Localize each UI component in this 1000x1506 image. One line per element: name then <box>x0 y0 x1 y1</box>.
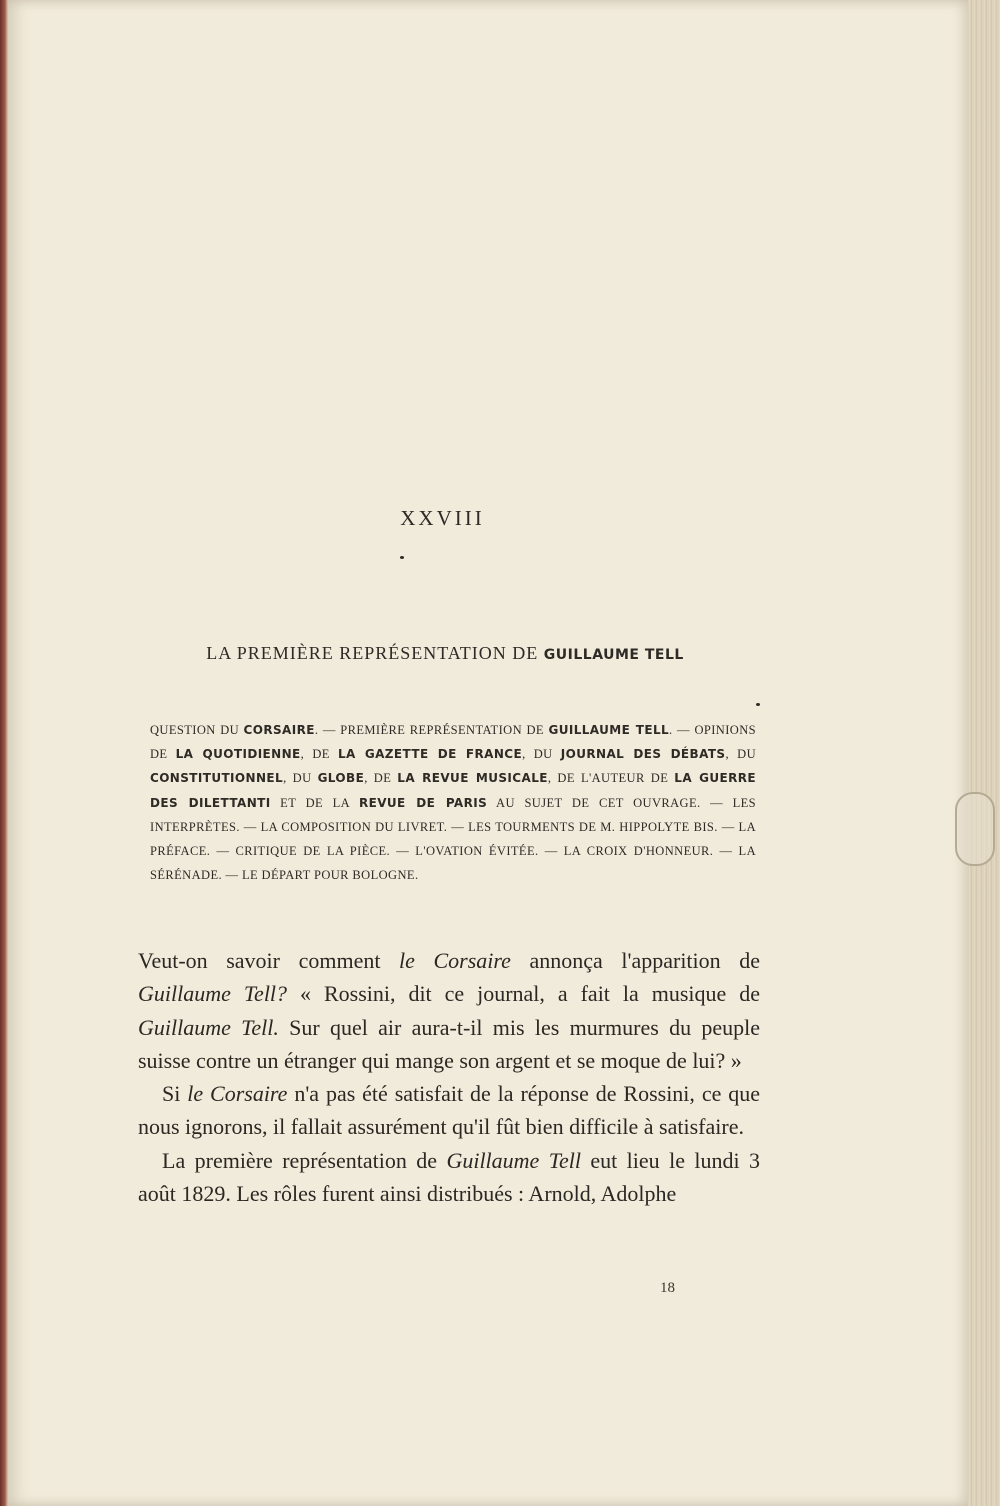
paragraph-text: annonça l'apparition de <box>510 948 760 973</box>
summary-text: , DU <box>522 747 561 762</box>
italic-title: Guillaume Tell <box>446 1147 581 1173</box>
summary-text: , DU <box>725 747 756 762</box>
italic-title: le Corsaire <box>187 1081 288 1107</box>
summary-work-title: LA REVUE MUSICALE <box>397 771 548 786</box>
summary-work-title: GLOBE <box>317 771 365 786</box>
italic-title: Guillaume Tell? <box>138 981 288 1007</box>
chapter-title-work: GUILLAUME TELL <box>543 647 684 663</box>
paragraph <box>138 944 760 1077</box>
chapter-title <box>0 643 890 664</box>
chapter-title-prefix: LA PREMIÈRE REPRÉSENTATION DE <box>206 643 544 663</box>
page-clip <box>955 792 995 866</box>
paragraph-text: Veut-on savoir comment <box>138 948 400 973</box>
italic-title: le Corsaire <box>399 948 511 973</box>
italic-title: Guillaume Tell. <box>138 1014 279 1040</box>
summary-work-title: GUILLAUME TELL <box>548 723 670 737</box>
summary-text: QUESTION DU <box>150 723 244 737</box>
summary-work-title: LA GAZETTE DE FRANCE <box>337 747 523 762</box>
summary-text: , DU <box>283 771 318 786</box>
summary-work-title: JOURNAL DES DÉBATS <box>560 747 726 762</box>
summary-text: , DE <box>300 747 338 762</box>
paragraph-text: Si <box>162 1081 188 1107</box>
body-text <box>138 944 760 1210</box>
print-speck <box>400 556 404 559</box>
book-spine <box>0 0 8 1506</box>
paragraph-text: n'a pas été satisfait de la réponse de Rossini, ce que nous ignorons, il fallait assurément qu'il fût bien difficile à satisfaire. <box>138 1081 760 1140</box>
paragraph-text: Sur quel air aura-t-il mis les murmures du peuple suisse contre un étranger qui mange son argent et se moque de lui? » <box>138 1014 760 1073</box>
paragraph-text: « Rossini, dit ce journal, a fait la musique de <box>287 981 760 1007</box>
page-edges <box>968 0 1000 1506</box>
summary-text: AU SUJET DE CET OUVRAGE. — LES INTERPRÈTES. — LA COMPOSITION DU LIVRET. — LES TOURMENTS DE M. HIPPOLYTE BIS. — LA PRÉFACE. — CRITIQUE DE LA PIÈCE. — L'OVATION ÉVITÉE. — LA CROIX D'HONNEUR. — LA SÉRÉNADE. — LE DÉPART POUR BOLOGNE. <box>150 795 756 883</box>
chapter-number: XXVIII <box>400 506 485 530</box>
summary-work-title: REVUE DE PARIS <box>358 795 488 810</box>
print-speck <box>756 703 760 706</box>
summary-work-title: CORSAIRE <box>243 723 315 737</box>
paragraph-text: La première représentation de <box>162 1147 447 1173</box>
summary-text: ET DE LA <box>270 795 359 810</box>
chapter-summary <box>150 718 756 887</box>
summary-work-title: LA QUOTIDIENNE <box>175 747 301 762</box>
summary-text: , DE L'AUTEUR DE <box>547 771 675 786</box>
summary-text: . — PREMIÈRE REPRÉSENTATION DE <box>314 723 549 737</box>
summary-work-title: CONSTITUTIONNEL <box>150 771 284 786</box>
paragraph-text: eut lieu le lundi 3 août 1829. Les rôles furent ainsi distribués : Arnold, Adolphe <box>138 1147 761 1207</box>
summary-work-title: LA GUERRE DES DILETTANTI <box>150 771 757 810</box>
summary-text: . — OPINIONS DE <box>150 723 756 762</box>
page-number: 18 <box>660 1280 675 1296</box>
paragraph <box>138 1144 760 1211</box>
summary-text: , DE <box>364 771 398 786</box>
paragraph <box>138 1077 760 1144</box>
